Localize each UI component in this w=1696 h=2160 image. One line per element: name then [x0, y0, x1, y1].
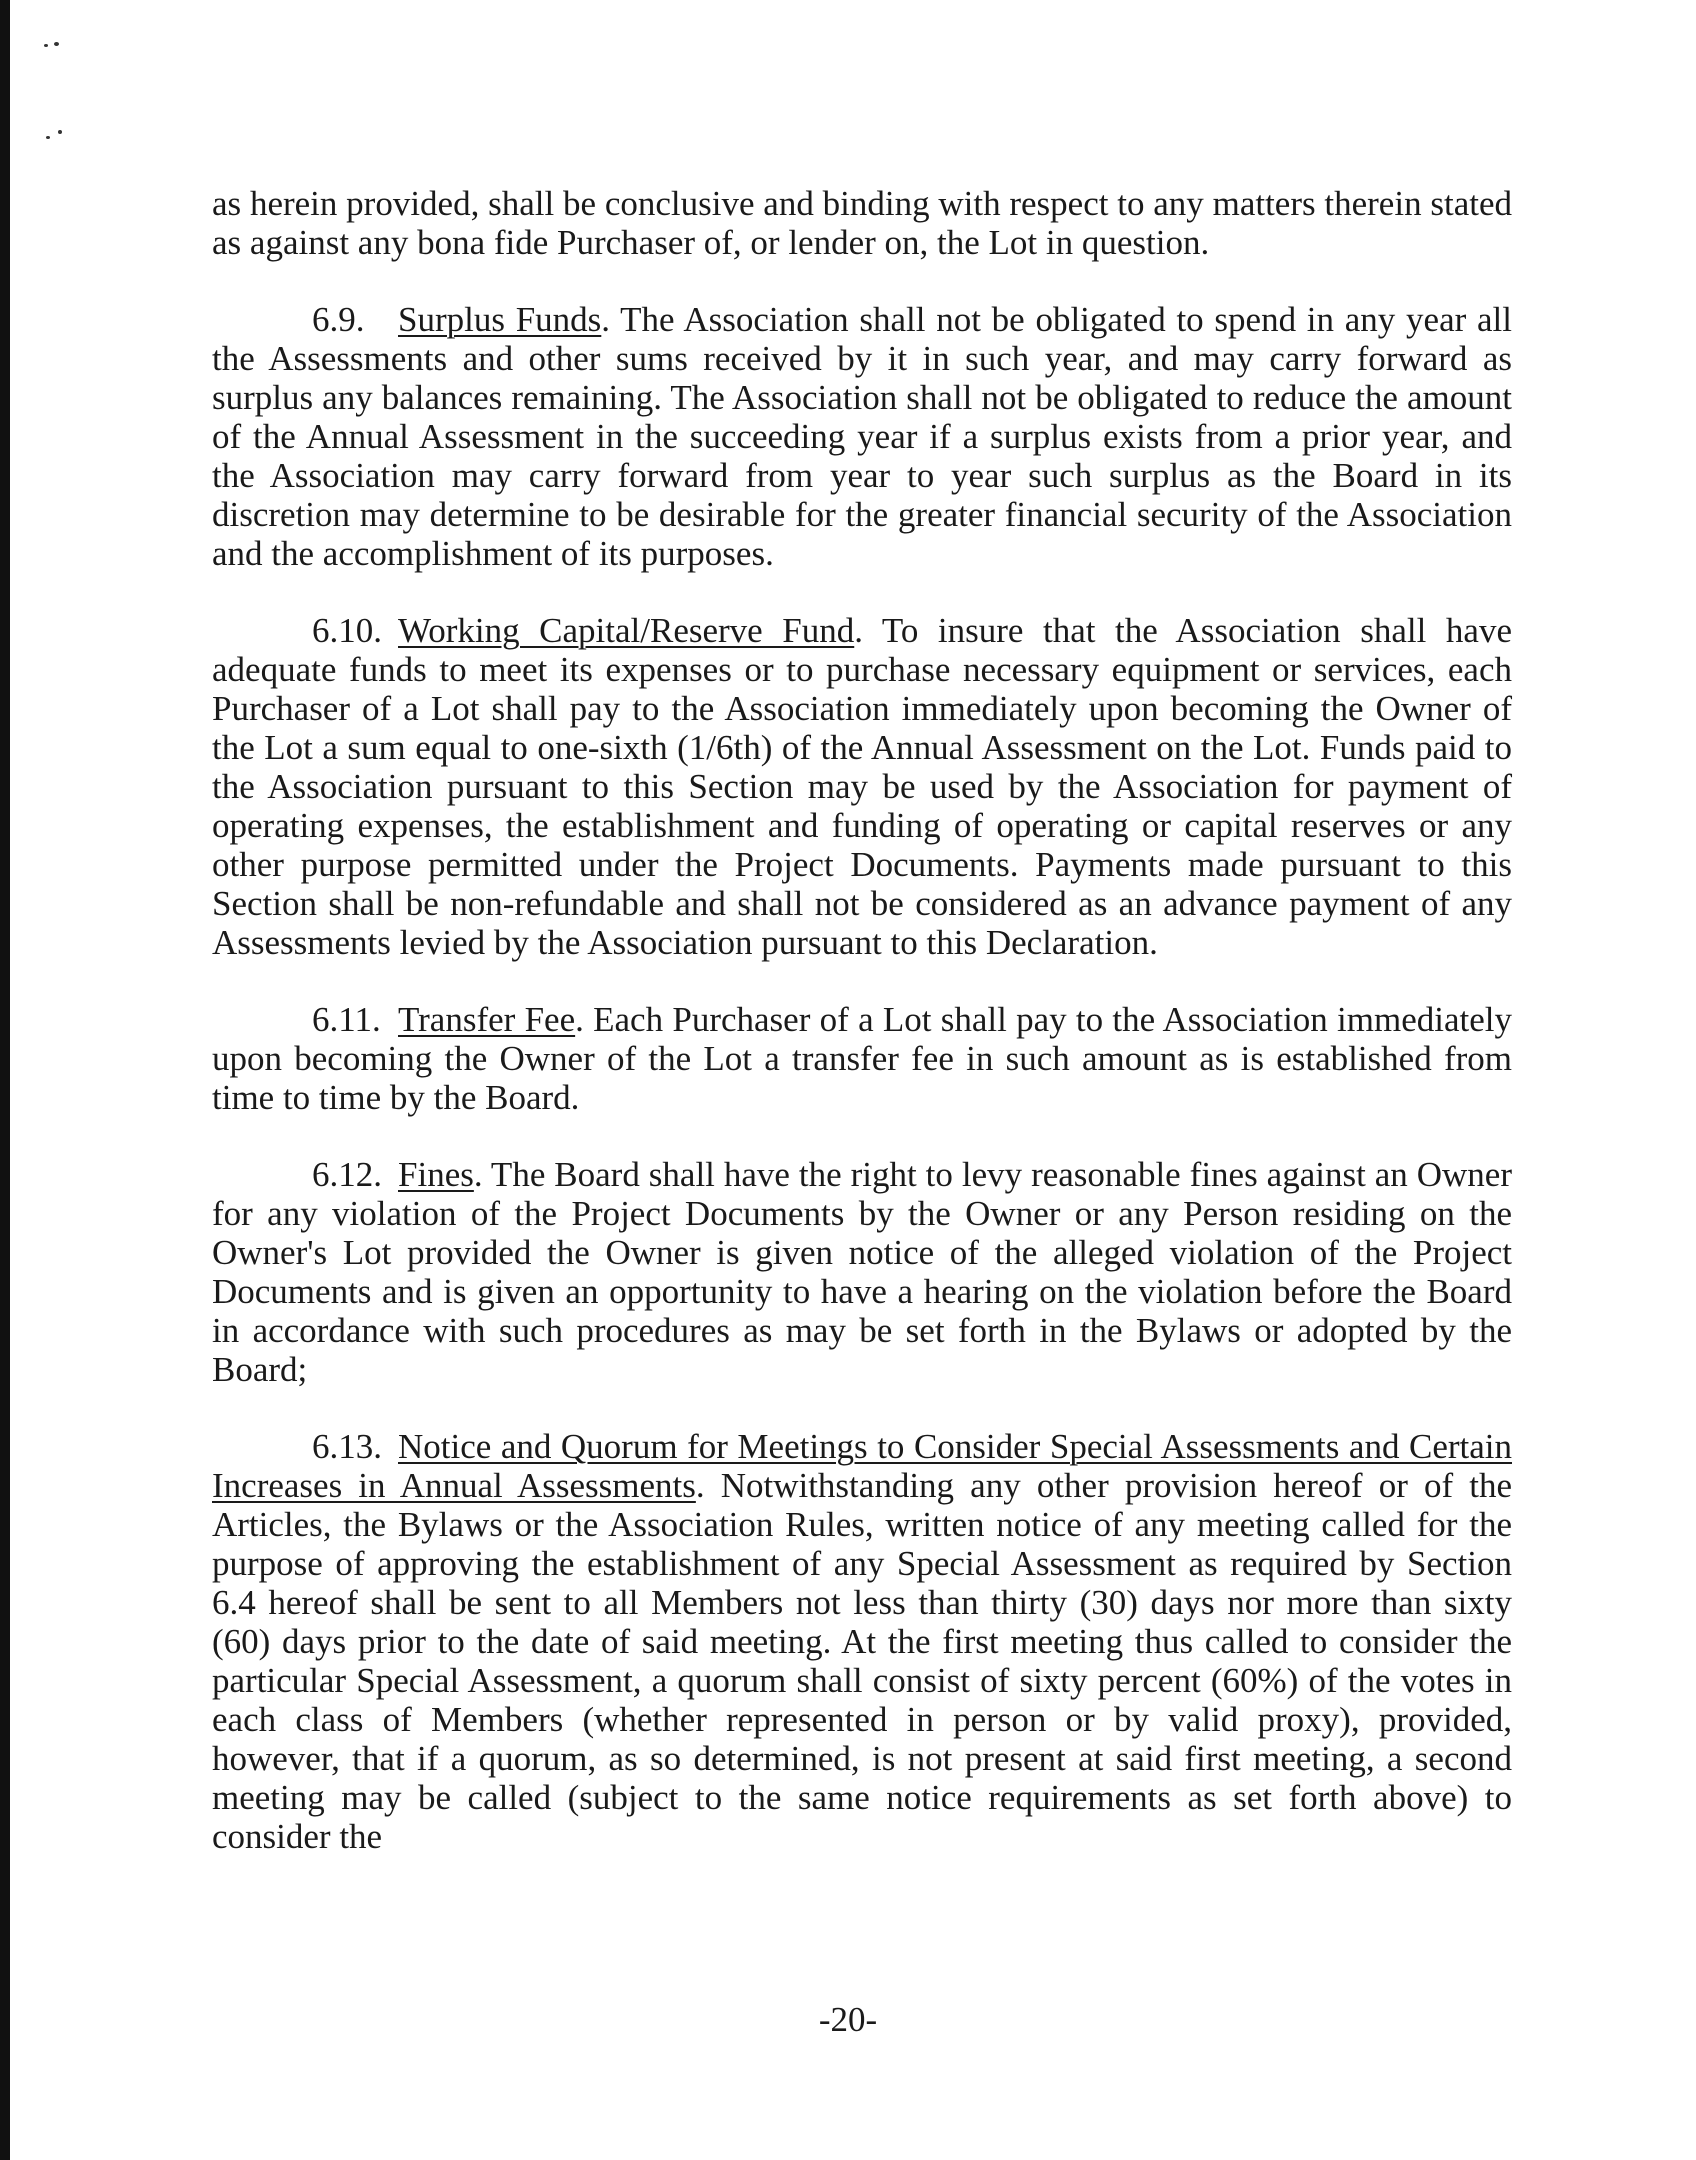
- section-number: 6.12.: [312, 1155, 382, 1194]
- section-6-10: [212, 611, 1512, 962]
- section-heading: Transfer Fee: [398, 1000, 576, 1039]
- section-body: . The Board shall have the right to levy reasonable fines against an Owner for any violation of the Project Documents by the Owner or any Person residing on the Owner's Lot provided the Owner is given notice of the alleged violation of the Project Documents and is given an opportunity to have a hearing on the violation before the Board in accordance with such procedures as may be set forth in the Bylaws or adopted by the Board;: [212, 1155, 1512, 1389]
- section-6-11: [212, 1000, 1512, 1117]
- section-6-13: [212, 1427, 1512, 1856]
- scan-speck: [58, 130, 62, 134]
- section-number: 6.11.: [312, 1000, 381, 1039]
- lead-text: as herein provided, shall be conclusive and binding with respect to any matters therein stated as against any bona fide Purchaser of, or lender on, the Lot in question.: [212, 184, 1512, 262]
- scan-edge: [0, 0, 10, 2160]
- section-6-9: [212, 300, 1512, 573]
- section-body: . Each Purchaser of a Lot shall pay to the Association immediately upon becoming the Owner of the Lot a transfer fee in such amount as is established from time to time by the Board.: [212, 1000, 1513, 1117]
- section-heading: Working Capital/Reserve Fund: [398, 611, 855, 650]
- section-body: . To insure that the Association shall have adequate funds to meet its expenses or to purchase necessary equipment or services, each Purchaser of a Lot shall pay to the Association immediately upon becoming the Owner of the Lot a sum equal to one-sixth (1/6th) of the Annual Assessment on the Lot. Funds paid to the Association pursuant to this Section may be used by the Association for payment of operating expenses, the establishment and funding of operating or capital reserves or any other purpose permitted under the Project Documents. Payments made pursuant to this Section shall be non-refundable and shall not be considered as an advance payment of any Assessments levied by the Association pursuant to this Declaration.: [212, 611, 1512, 962]
- section-number: 6.9.: [312, 300, 365, 339]
- section-heading: Fines: [398, 1155, 474, 1194]
- section-body: . The Association shall not be obligated to spend in any year all the Assessments and other sums received by it in such year, and may carry forward as surplus any balances remaining. The Association shall not be obligated to reduce the amount of the Annual Assessment in the succeeding year if a surplus exists from a prior year, and the Association may carry forward from year to year such surplus as the Board in its discretion may determine to be desirable for the greater financial security of the Association and the accomplishment of its purposes.: [212, 300, 1512, 573]
- scan-speck: [46, 136, 50, 139]
- section-heading: Surplus Funds: [398, 300, 602, 339]
- scan-speck: [44, 44, 48, 47]
- page-number: -20-: [818, 2000, 878, 2039]
- section-number: 6.10.: [312, 611, 382, 650]
- section-6-12: [212, 1155, 1512, 1389]
- scan-speck: [54, 42, 59, 46]
- section-number: 6.13.: [312, 1427, 382, 1466]
- document-body: [212, 184, 1512, 1894]
- lead-paragraph: [212, 184, 1512, 262]
- section-body: . Notwithstanding any other provision hereof or of the Articles, the Bylaws or the Association Rules, written notice of any meeting called for the purpose of approving the establishment of any Special Assessment as required by Section 6.4 hereof shall be sent to all Members not less than thirty (30) days nor more than sixty (60) days prior to the date of said meeting. At the first meeting thus called to consider the particular Special Assessment, a quorum shall consist of sixty percent (60%) of the votes in each class of Members (whether represented in person or by valid proxy), provided, however, that if a quorum, as so determined, is not present at said first meeting, a second meeting may be called (subject to the same notice requirements as set forth above) to consider the: [212, 1466, 1512, 1856]
- section-heading: Notice and Quorum for Meetings to Consider Special Assessments and Certain Increases in Annual Assessments: [212, 1427, 1512, 1505]
